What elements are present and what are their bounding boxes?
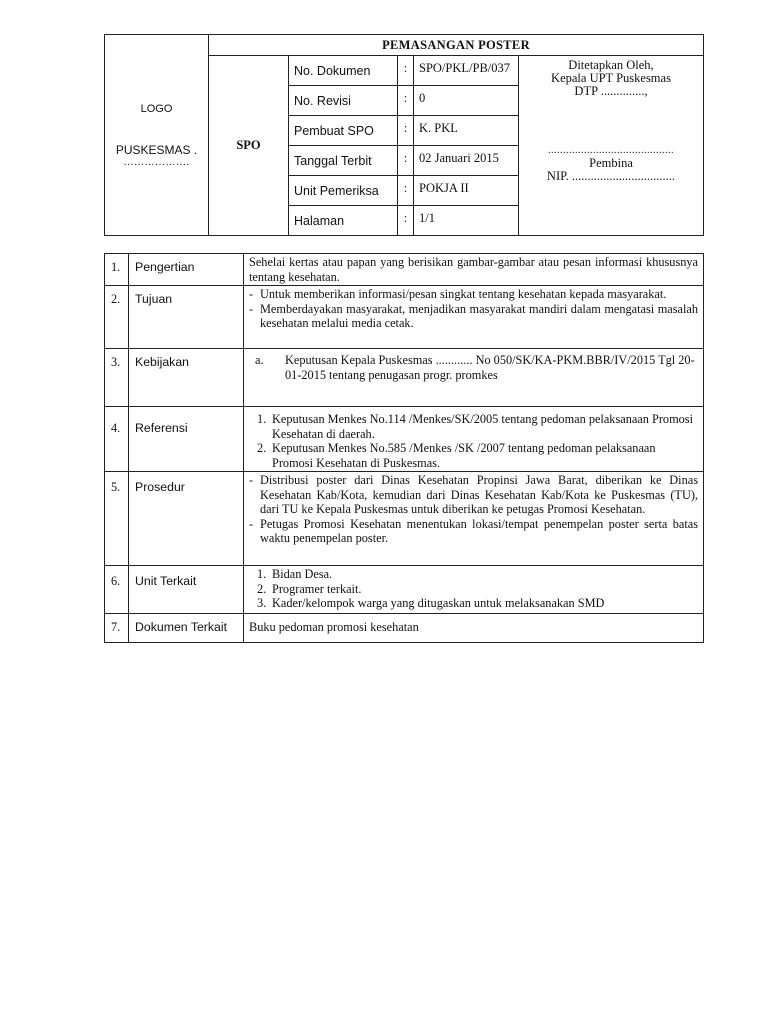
section-content-unit-terkait	[244, 566, 704, 614]
section-content-pengertian	[244, 254, 704, 286]
approver-nip: NIP. .................................	[546, 169, 676, 183]
signature-line: ..........................................	[548, 145, 674, 156]
list-item: - Untuk memberikan informasi/pesan singkat tentang kesehatan kepada masyarakat.	[249, 287, 698, 302]
field-colon: :	[398, 116, 414, 146]
section-content-prosedur	[244, 472, 704, 566]
field-label-halaman: Halaman	[289, 206, 398, 236]
section-title-prosedur: Prosedur	[129, 472, 244, 566]
approval-line-3: DTP ..............,	[574, 84, 648, 98]
field-colon: :	[398, 146, 414, 176]
list-item	[249, 441, 698, 470]
list-marker: a.	[255, 353, 264, 367]
section-row-tujuan	[105, 286, 704, 349]
section-title-tujuan: Tujuan	[129, 286, 244, 349]
approval-line-2: Kepala UPT Puskesmas	[551, 71, 671, 85]
dokumen-terkait-text: Buku pedoman promosi kesehatan	[249, 620, 419, 634]
section-number: 4.	[105, 407, 129, 472]
section-number: 6.	[105, 566, 129, 614]
list-number: 2.	[257, 441, 267, 455]
section-content-dokumen-terkait	[244, 614, 704, 643]
kebijakan-text: Keputusan Kepala Puskesmas ............ No 050/SK/KA-PKM.BBR/IV/2015 Tgl 20-01-2015 tentang penugasan progr. promkes	[285, 353, 695, 382]
list-item	[249, 412, 698, 441]
list-item: - Distribusi poster dari Dinas Kesehatan Propinsi Jawa Barat, diberikan ke Dinas Kesehatan Kab/Kota, kemudian dari Dinas Kesehatan Kab/Kota ke Puskesmas (TU), dari TU ke Kepala Puskesmas untuk diberikan ke petugas Promosi Kesehatan.	[249, 473, 698, 517]
list-text: Programer terkait.	[272, 581, 362, 596]
section-row-referensi	[105, 407, 704, 472]
section-title-kebijakan: Kebijakan	[129, 349, 244, 407]
puskesmas-name: PUSKESMAS .	[115, 142, 198, 157]
field-label-no-revisi: No. Revisi	[289, 86, 398, 116]
section-content-referensi	[244, 407, 704, 472]
list-item	[249, 596, 698, 611]
section-number: 7.	[105, 614, 129, 643]
field-value-pembuat-spo: K. PKL	[414, 116, 519, 146]
section-row-unit-terkait	[105, 566, 704, 614]
field-value-halaman: 1/1	[414, 206, 519, 236]
field-value-no-revisi: 0	[414, 86, 519, 116]
list-number: 1.	[257, 412, 267, 426]
puskesmas-name-dots: ……………….	[123, 156, 190, 168]
list-item: - Memberdayakan masyarakat, menjadikan masyarakat mandiri dalam mengatasi masalah kesehatan melalui media cetak.	[249, 302, 698, 331]
list-text: Kader/kelompok warga yang ditugaskan untuk melaksanakan SMD	[272, 596, 605, 610]
section-number: 5.	[105, 472, 129, 566]
section-content-tujuan	[244, 286, 704, 349]
section-title-referensi: Referensi	[129, 407, 244, 472]
list-text: Bidan Desa.	[272, 567, 333, 581]
section-row-prosedur	[105, 472, 704, 566]
list-number: 2.	[257, 581, 267, 596]
pengertian-text: Sehelai kertas atau papan yang berisikan gambar-gambar atau pesan informasi khususnya tentang kesehatan.	[249, 255, 698, 284]
section-title-pengertian: Pengertian	[129, 254, 244, 286]
list-item	[249, 567, 698, 582]
section-number: 1.	[105, 254, 129, 286]
document-title: PEMASANGAN POSTER	[209, 35, 704, 56]
approver-title: Pembina	[589, 156, 633, 170]
list-item	[249, 582, 698, 597]
section-number: 2.	[105, 286, 129, 349]
section-row-kebijakan	[105, 349, 704, 407]
section-number: 3.	[105, 349, 129, 407]
list-number: 1.	[257, 567, 267, 581]
field-label-tanggal-terbit: Tanggal Terbit	[289, 146, 398, 176]
document-header-table	[104, 34, 704, 236]
list-number: 3.	[257, 596, 267, 610]
list-item: - Petugas Promosi Kesehatan menentukan lokasi/tempat penempelan poster serta batas waktu penempelan poster.	[249, 517, 698, 546]
approval-signature-block	[519, 56, 704, 236]
procedure-table	[104, 253, 704, 643]
section-title-dokumen-terkait: Dokumen Terkait	[129, 614, 244, 643]
list-text: Keputusan Menkes No.585 /Menkes /SK /2007 tentang pedoman pelaksanaan Promosi Kesehatan di Puskesmas.	[272, 441, 656, 470]
field-colon: :	[398, 56, 414, 86]
field-colon: :	[398, 176, 414, 206]
approval-line-1: Ditetapkan Oleh,	[568, 58, 654, 72]
field-colon: :	[398, 86, 414, 116]
list-text: Keputusan Menkes No.114 /Menkes/SK/2005 tentang pedoman pelaksanaan Promosi Kesehatan di daerah.	[272, 412, 693, 441]
section-title-unit-terkait: Unit Terkait	[129, 566, 244, 614]
kebijakan-item	[249, 353, 698, 382]
field-label-unit-pemeriksa: Unit Pemeriksa	[289, 176, 398, 206]
field-colon: :	[398, 206, 414, 236]
field-label-no-dokumen: No. Dokumen	[289, 56, 398, 86]
field-label-pembuat-spo: Pembuat SPO	[289, 116, 398, 146]
section-content-kebijakan	[244, 349, 704, 407]
field-value-tanggal-terbit: 02 Januari 2015	[414, 146, 519, 176]
logo-cell	[105, 35, 209, 236]
logo-placeholder: LOGO	[140, 102, 173, 115]
section-row-dokumen-terkait	[105, 614, 704, 643]
spo-label: SPO	[209, 56, 289, 236]
field-value-no-dokumen: SPO/PKL/PB/037	[414, 56, 519, 86]
section-row-pengertian	[105, 254, 704, 286]
field-value-unit-pemeriksa: POKJA II	[414, 176, 519, 206]
